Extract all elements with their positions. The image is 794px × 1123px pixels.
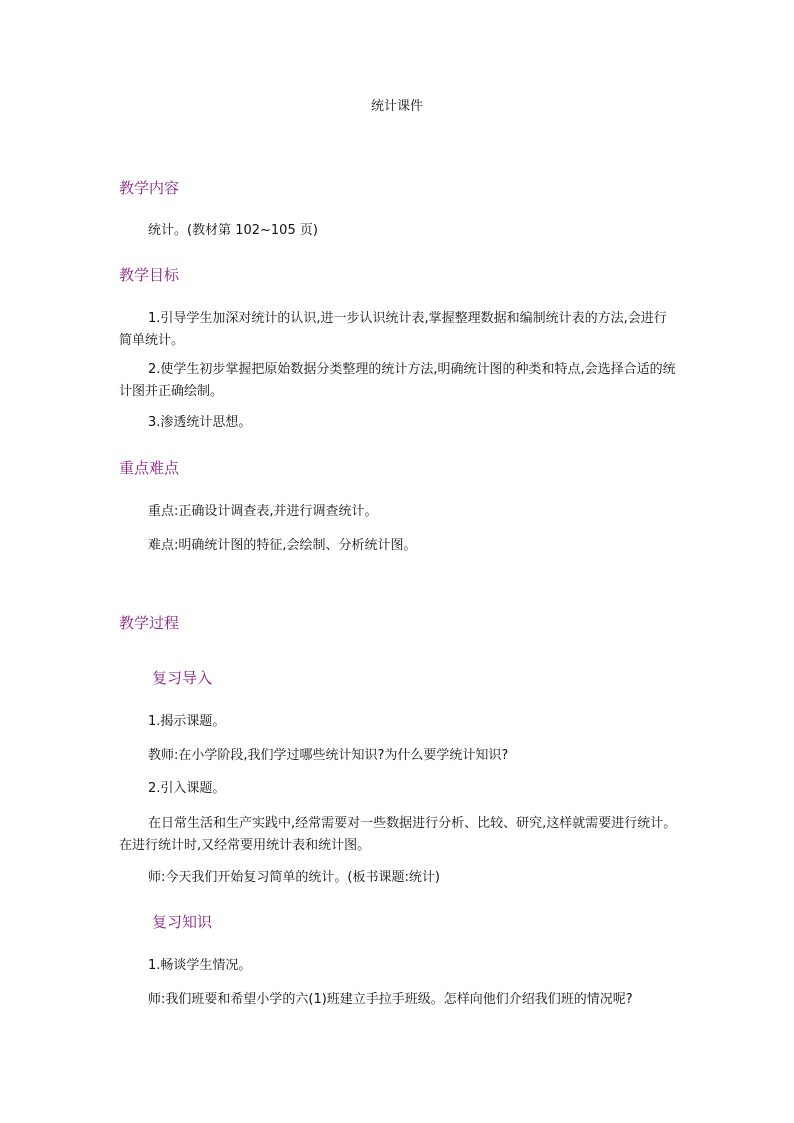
section-heading-process: 教学过程 <box>119 614 180 632</box>
difficulty-text: 难点:明确统计图的特征,会绘制、分析统计图。 <box>148 538 417 553</box>
goal-item-2: 2.使学生初步掌握把原始数据分类整理的统计方法,明确统计图的种类和特点,会选择合适的统计图并正确绘制。 <box>119 362 676 399</box>
section-heading-content: 教学内容 <box>119 179 180 197</box>
review-intro-item-3: 2.引入课题。 <box>148 781 226 796</box>
content-text: 统计。(教材第 102~105 页) <box>148 223 318 238</box>
review-intro-item-4: 在日常生活和生产实践中,经常需要对一些数据进行分析、比较、研究,这样就需要进行统计。在进行统计时,又经常要用统计表和统计图。 <box>119 816 677 853</box>
section-heading-keypoints: 重点难点 <box>119 459 180 477</box>
review-knowledge-item-1: 1.畅谈学生情况。 <box>148 958 252 973</box>
goal-item-1: 1.引导学生加深对统计的认识,进一步认识统计表,掌握整理数据和编制统计表的方法,会进行简单统计。 <box>119 311 667 348</box>
review-intro-item-1: 1.揭示课题。 <box>148 714 226 729</box>
page-title: 统计课件 <box>370 99 423 114</box>
review-intro-item-2: 教师:在小学阶段,我们学过哪些统计知识?为什么要学统计知识? <box>148 748 509 763</box>
section-heading-goals: 教学目标 <box>119 266 180 284</box>
subheading-review-knowledge: 复习知识 <box>152 913 213 931</box>
goal-item-3: 3.渗透统计思想。 <box>148 415 252 430</box>
keypoint-text: 重点:正确设计调查表,并进行调查统计。 <box>148 504 378 519</box>
subheading-review-intro: 复习导入 <box>152 669 213 687</box>
review-intro-item-5: 师:今天我们开始复习简单的统计。(板书课题:统计) <box>148 870 440 885</box>
review-knowledge-item-2: 师:我们班要和希望小学的六(1)班建立手拉手班级。怎样向他们介绍我们班的情况呢? <box>148 992 633 1007</box>
